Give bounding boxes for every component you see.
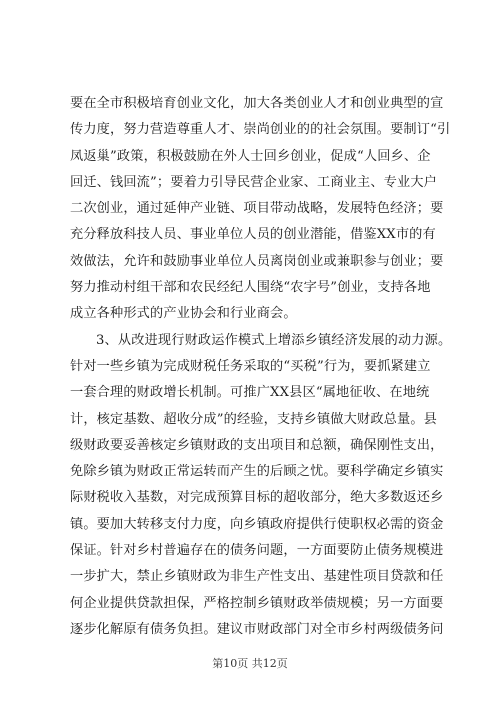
text-line: 成立各种形式的产业协会和行业商会。 [70, 306, 297, 322]
page-footer: 第10页 共12页 [212, 657, 288, 670]
text-line: 级财政要妥善核定乡镇财政的支出项目和总额，确保刚性支出， [70, 437, 444, 453]
text-line: 何企业提供贷款担保，严格控制乡镇财政举债规模；另一方面要 [70, 595, 444, 611]
text-line: 效做法，允许和鼓励事业单位人员离岗创业或兼职参与创业；要 [70, 253, 444, 269]
section-heading-line: 3、从改进现行财政运作模式上增添乡镇经济发展的动力源。 [96, 332, 452, 348]
text-line: 镇。要加大转移支付力度，向乡镇政府提供行使职权必需的资金 [70, 516, 444, 532]
text-line: 一步扩大，禁止乡镇财政为非生产性支出、基建性项目贷款和任 [70, 569, 444, 585]
text-line: 二次创业，通过延伸产业链、项目带动战略，发展特色经济；要 [70, 201, 444, 217]
text-line: 计，核定基数、超收分成”的经验，支持乡镇做大财政总量。县 [70, 411, 438, 427]
text-line: 传力度，努力营造尊重人才、崇尚创业的的社会氛围。要制订“引 [70, 122, 451, 138]
text-line: 凤返巢”政策，积极鼓励在外人士回乡创业，促成“人回乡、企 [70, 148, 431, 164]
text-line: 要在全市积极培育创业文化，加大各类创业人才和创业典型的宣 [70, 96, 444, 111]
text-line: 针对一些乡镇为完成财税任务采取的“买税”行为，要抓紧建立 [70, 358, 431, 374]
document-body [70, 91, 452, 643]
text-line: 逐步化解原有债务负担。建议市财政部门对全市乡村两级债务问 [70, 621, 444, 637]
text-line: 际财税收入基数，对完成预算目标的超收部分，绝大多数返还乡 [70, 490, 444, 506]
text-line: 一套合理的财政增长机制。可推广XX县区“属地征收、在地统 [70, 385, 430, 401]
text-line: 回迁、钱回流”；要着力引导民营企业家、工商业主、专业大户 [70, 174, 438, 190]
text-line: 充分释放科技人员、事业单位人员的创业潜能，借鉴XX市的有 [70, 227, 436, 243]
text-line: 免除乡镇为财政正常运转而产生的后顾之忧。要科学确定乡镇实 [70, 464, 444, 480]
text-line: 保证。针对乡村普遍存在的债务问题，一方面要防止债务规模进 [70, 543, 444, 559]
text-line: 努力推动村组干部和农民经纪人围绕“农字号”创业，支持各地 [70, 280, 431, 296]
